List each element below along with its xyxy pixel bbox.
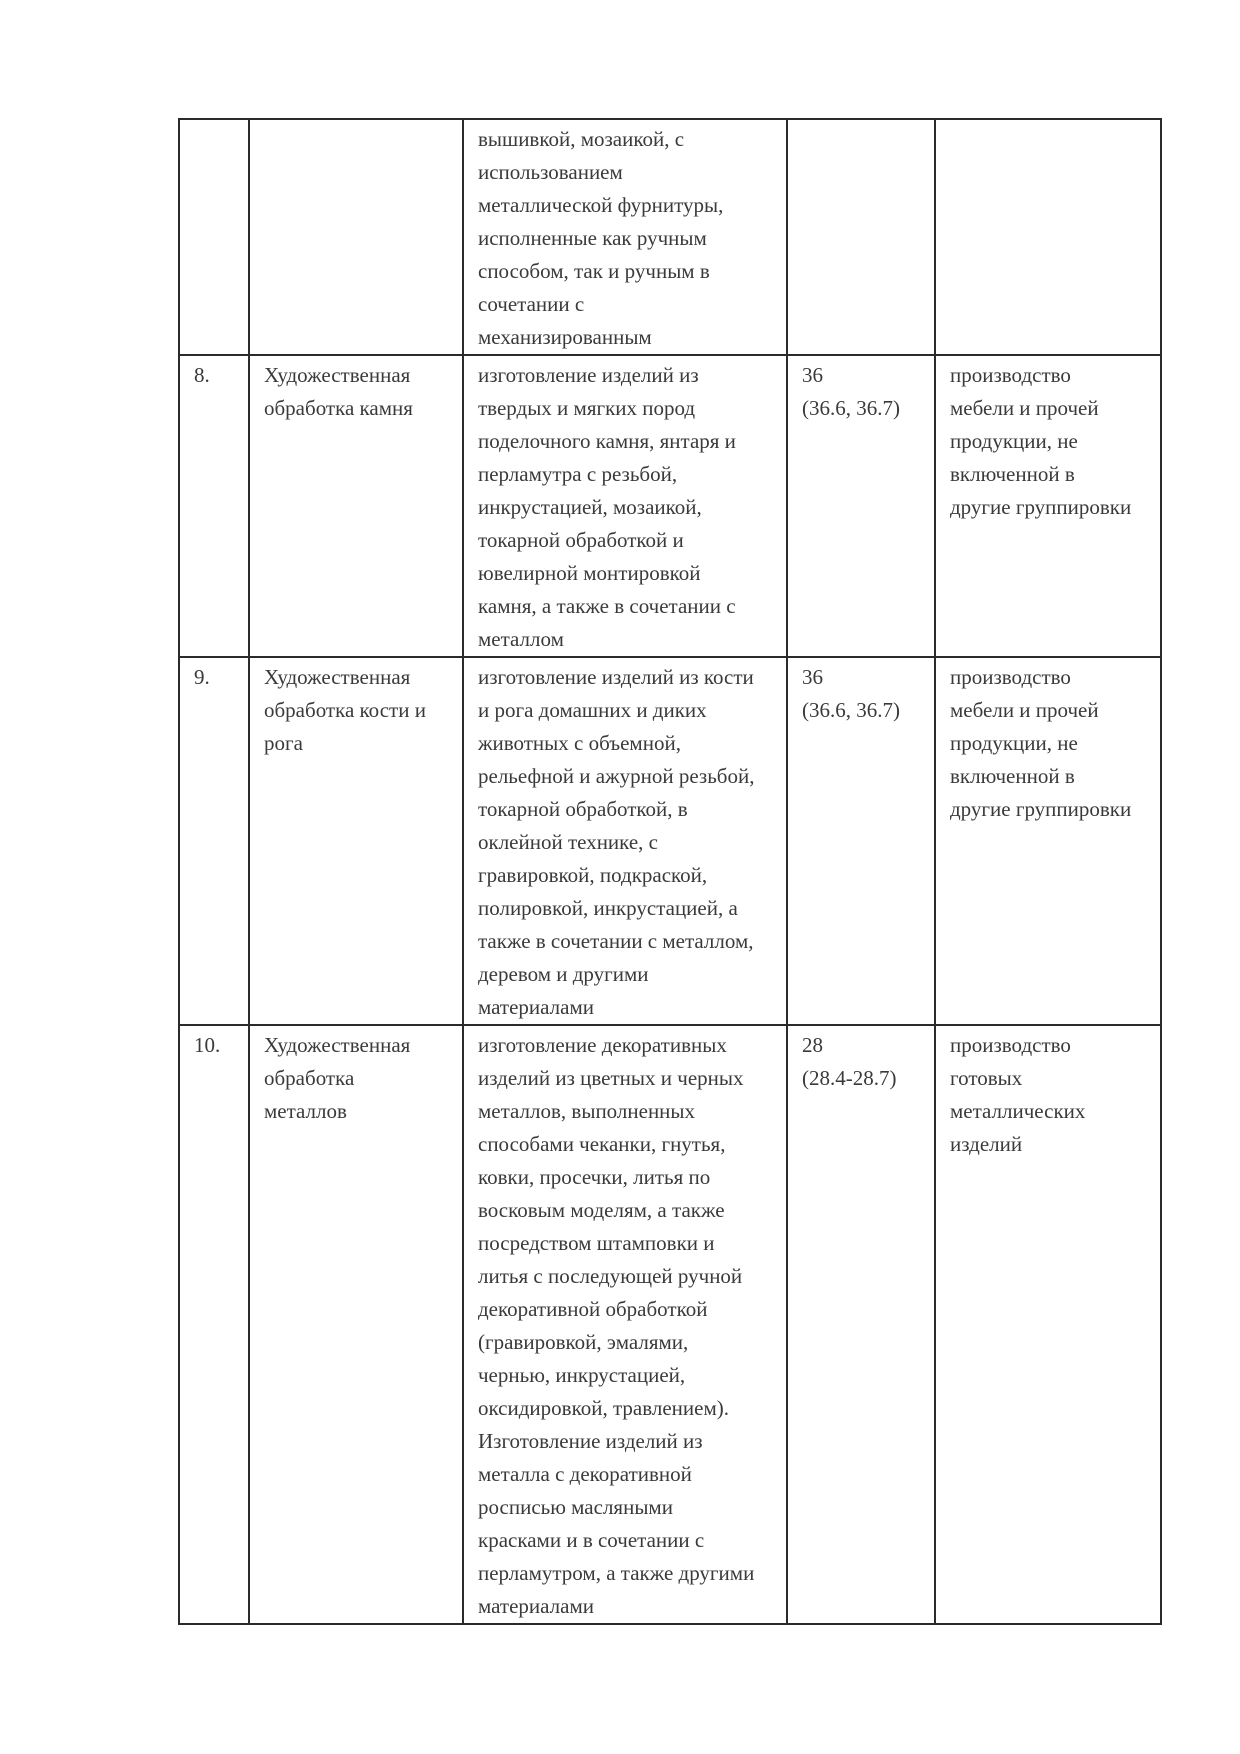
classification-code-cell: 36 (36.6, 36.7) — [787, 355, 935, 657]
crafts-table — [178, 118, 1162, 1625]
row-number-cell: 10. — [179, 1025, 249, 1624]
industry-name-cell: производство мебели и прочей продукции, не включенной в другие группировки — [935, 657, 1161, 1025]
table-row — [179, 1025, 1161, 1624]
row-number-cell: 8. — [179, 355, 249, 657]
classification-code-cell: 36 (36.6, 36.7) — [787, 657, 935, 1025]
craft-name-cell: Художественная обработка кости и рога — [249, 657, 463, 1025]
craft-name-cell: Художественная обработка камня — [249, 355, 463, 657]
description-cell: изготовление изделий из кости и рога домашних и диких животных с объемной, рельефной и ажурной резьбой, токарной обработкой, в оклейной технике, с гравировкой, подкраской, полировкой, инкрустацией, а также в сочетании с металлом, деревом и другими материалами — [463, 657, 787, 1025]
row-number-cell: 9. — [179, 657, 249, 1025]
description-cell: изготовление декоративных изделий из цветных и черных металлов, выполненных способами чеканки, гнутья, ковки, просечки, литья по восковым моделям, а также посредством штамповки и литья с последующей ручной декоративной обработкой (гравировкой, эмалями, чернью, инкрустацией, оксидировкой, травлением). Изготовление изделий из металла с декоративной росписью масляными красками и в сочетании с перламутром, а также другими материалами — [463, 1025, 787, 1624]
craft-name-cell — [249, 119, 463, 355]
table-row — [179, 657, 1161, 1025]
classification-code-cell: 28 (28.4-28.7) — [787, 1025, 935, 1624]
table-row — [179, 355, 1161, 657]
craft-name-cell: Художественная обработка металлов — [249, 1025, 463, 1624]
row-number-cell — [179, 119, 249, 355]
industry-name-cell: производство мебели и прочей продукции, не включенной в другие группировки — [935, 355, 1161, 657]
description-cell: изготовление изделий из твердых и мягких пород поделочного камня, янтаря и перламутра с резьбой, инкрустацией, мозаикой, токарной обработкой и ювелирной монтировкой камня, а также в сочетании с металлом — [463, 355, 787, 657]
classification-code-cell — [787, 119, 935, 355]
description-cell: вышивкой, мозаикой, с использованием металлической фурнитуры, исполненные как ручным способом, так и ручным в сочетании с механизированным — [463, 119, 787, 355]
industry-name-cell: производство готовых металлических изделий — [935, 1025, 1161, 1624]
table-row — [179, 119, 1161, 355]
industry-name-cell — [935, 119, 1161, 355]
